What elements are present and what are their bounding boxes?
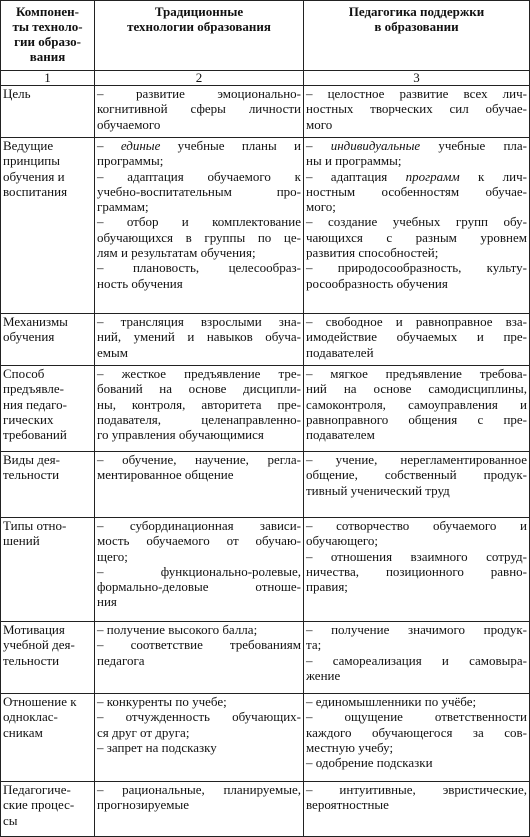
component-cell (1, 452, 95, 518)
table-row (1, 694, 530, 782)
support-cell (304, 782, 530, 837)
column-number-2: 2 (95, 71, 304, 86)
text-segment: местную учебу; (306, 739, 394, 755)
cell-line (306, 329, 527, 344)
text-segment: учебные планы и (160, 138, 302, 153)
header-line: в образовании (374, 19, 459, 34)
table-row (1, 138, 530, 314)
component-line: требований (3, 427, 67, 443)
text-segment: – мягкое предъявление требова- (306, 366, 527, 381)
cell-line (97, 725, 301, 740)
cell-line (97, 101, 301, 116)
text-segment: ны, контроля, авторитета пре- (97, 396, 301, 412)
emphasis-text: программ (405, 168, 460, 184)
text-segment: – функционально-ролевые, (97, 563, 301, 579)
component-line: учебной дея- (3, 637, 75, 653)
cell-line (97, 397, 301, 412)
cell-line (306, 230, 527, 245)
text-segment: – одобрение подсказки (306, 755, 433, 771)
text-segment: – отбор и комплектование (97, 214, 301, 230)
text-segment: общение, собственный продук- (306, 467, 527, 483)
header-components (1, 1, 95, 71)
cell-line (306, 694, 527, 709)
cell-line (306, 345, 527, 360)
text-segment: – самореализация и самовыра- (306, 652, 527, 668)
text-segment: – обучение, научение, регла- (97, 452, 301, 467)
text-segment: правия; (306, 579, 348, 595)
traditional-cell (95, 518, 304, 622)
cell-line (97, 740, 301, 755)
cell-line (306, 725, 527, 740)
component-line: Цель (3, 86, 31, 101)
cell-line (97, 366, 301, 381)
cell-line (97, 260, 301, 275)
text-segment: – свободное и равноправное вза- (306, 314, 527, 329)
text-segment: – ощущение ответственности (306, 709, 527, 725)
component-line: сы (3, 812, 18, 828)
component-line: тельности (3, 467, 60, 483)
text-segment: ний, умений и навыков обуча- (97, 329, 301, 345)
table-row (1, 86, 530, 138)
text-segment: к лич- (459, 168, 527, 184)
cell-line (306, 533, 527, 548)
traditional-cell (95, 314, 304, 366)
text-segment: обучающего; (306, 533, 379, 549)
text-segment: подавателем (306, 427, 375, 443)
cell-line (306, 668, 527, 683)
text-segment: – адаптация (306, 168, 406, 184)
component-line: обучения (3, 329, 55, 345)
component-cell (1, 518, 95, 622)
text-segment: – единомышленники по учёбе; (306, 694, 477, 709)
text-segment: формально-деловые отноше- (97, 579, 301, 595)
header-line: Компонен- (16, 4, 79, 19)
cell-line (97, 329, 301, 344)
cell-line (97, 314, 301, 329)
text-segment: подавателя, целенаправленно- (97, 411, 301, 427)
text-segment: лям и результатам обучения; (97, 245, 256, 261)
cell-line (97, 518, 301, 533)
cell-line (306, 397, 527, 412)
cell-line (97, 427, 301, 442)
cell-line (97, 381, 301, 396)
support-cell (304, 366, 530, 452)
text-segment: тивный ученический труд (306, 482, 450, 498)
cell-line (306, 153, 527, 168)
text-segment: ний на основе самодисциплины, (306, 381, 527, 397)
text-segment: ния (97, 594, 117, 610)
table-row (1, 452, 530, 518)
component-cell (1, 314, 95, 366)
traditional-cell (95, 782, 304, 837)
cell-line (306, 782, 527, 797)
cell-line (97, 138, 301, 153)
cell-line (306, 366, 527, 381)
table-row (1, 314, 530, 366)
text-segment: подавателей (306, 344, 374, 360)
text-segment: ностных творческих сил обучае- (306, 101, 527, 117)
text-segment: бований на основе дисципли- (97, 381, 301, 397)
text-segment: – запрет на подсказку (97, 739, 217, 755)
cell-line (306, 314, 527, 329)
cell-line (306, 452, 527, 467)
traditional-cell (95, 86, 304, 138)
cell-line (306, 564, 527, 579)
table-body (1, 86, 530, 837)
text-segment: обучающихся в группы по це- (97, 229, 301, 245)
component-line: шений (3, 533, 40, 549)
support-cell (304, 518, 530, 622)
component-line: принципы (3, 153, 60, 169)
text-segment: самоконтроля, самоуправления и (306, 396, 527, 412)
cell-line (97, 622, 301, 637)
component-line: Виды дея- (3, 452, 60, 467)
cell-line (306, 709, 527, 724)
text-segment: прогнозируемые (97, 797, 189, 813)
cell-line (97, 276, 301, 291)
support-cell (304, 452, 530, 518)
cell-line (97, 694, 301, 709)
cell-line (97, 653, 301, 668)
traditional-cell (95, 452, 304, 518)
text-segment: – жесткое предъявление тре- (97, 366, 301, 381)
component-line: гических (3, 411, 54, 427)
cell-line (306, 653, 527, 668)
component-line: Отношение к (3, 694, 77, 709)
text-segment: учебные пла- (420, 138, 527, 153)
component-cell (1, 694, 95, 782)
text-segment: – адаптация обучаемого к (97, 168, 301, 184)
component-cell (1, 782, 95, 837)
cell-line (306, 740, 527, 755)
cell-line (306, 579, 527, 594)
component-line: воспитания (3, 183, 68, 199)
cell-line (306, 637, 527, 652)
component-line: Способ (3, 366, 45, 381)
header-row (1, 1, 530, 71)
text-segment: – отчужденность обучающих- (97, 709, 301, 725)
cell-line (97, 86, 301, 101)
column-number-row (1, 71, 530, 86)
component-line: сникам (3, 724, 43, 740)
column-number-1: 1 (1, 71, 95, 86)
text-segment: мость обучаемого от обучаю- (97, 533, 301, 549)
header-line: вания (29, 49, 66, 64)
text-segment: – получение значимого продук- (306, 622, 527, 637)
text-segment: жение (306, 667, 341, 683)
text-segment: – интуитивные, эвристические, (306, 782, 527, 797)
text-segment: ность обучения (97, 275, 183, 291)
cell-line (97, 452, 301, 467)
cell-line (97, 245, 301, 260)
cell-line (97, 169, 301, 184)
text-segment: развития способностей; (306, 245, 439, 261)
component-line: обучения и (3, 168, 65, 184)
cell-line (97, 467, 301, 482)
cell-line (306, 86, 527, 101)
cell-line (306, 412, 527, 427)
text-segment: каждого обучающегося за сов- (306, 724, 527, 740)
cell-line (306, 518, 527, 533)
cell-line (306, 260, 527, 275)
text-segment: – (306, 138, 331, 153)
text-segment: программы; (97, 153, 164, 169)
text-segment: – сотворчество обучаемого и (306, 518, 527, 533)
table-row (1, 366, 530, 452)
text-segment: обучаемого (97, 116, 161, 132)
column-number-3: 3 (304, 71, 530, 86)
component-line: ские процес- (3, 797, 75, 813)
cell-line (97, 782, 301, 797)
cell-line (97, 709, 301, 724)
cell-line (306, 549, 527, 564)
text-segment: – создание учебных групп обу- (306, 214, 527, 230)
component-line: Ведущие (3, 138, 54, 153)
support-cell (304, 622, 530, 694)
text-segment: мого (306, 116, 333, 132)
cell-line (97, 797, 301, 812)
cell-line (97, 594, 301, 609)
component-line: Механизмы (3, 314, 68, 329)
traditional-cell (95, 622, 304, 694)
component-line: Типы отно- (3, 518, 67, 533)
cell-line (306, 427, 527, 442)
text-segment: ментированное общение (97, 467, 234, 483)
support-cell (304, 138, 530, 314)
cell-line (97, 564, 301, 579)
cell-line (306, 199, 527, 214)
text-segment: ся друг от друга; (97, 724, 190, 740)
text-segment: учебно-воспитательным про- (97, 183, 301, 199)
component-cell (1, 86, 95, 138)
emphasis-text: индивидуальные (330, 138, 421, 153)
header-line: Традиционные (154, 4, 244, 19)
text-segment: емым (97, 344, 128, 360)
text-segment: – трансляция взрослыми зна- (97, 314, 301, 329)
text-segment: щего; (97, 548, 128, 564)
text-segment: – плановость, целесообраз- (97, 260, 301, 276)
text-segment: – учение, нерегламентированное (306, 452, 527, 467)
text-segment: го управления обучающимися (97, 427, 264, 443)
text-segment: граммам; (97, 199, 149, 215)
header-traditional (95, 1, 304, 71)
cell-line (97, 533, 301, 548)
text-segment: – получение высокого балла; (97, 622, 258, 637)
component-line: одноклас- (3, 709, 58, 725)
cell-line (306, 169, 527, 184)
cell-line (306, 245, 527, 260)
cell-line (97, 117, 301, 132)
text-segment: – целостное развитие всех лич- (306, 86, 527, 101)
text-segment: – соответствие требованиям (97, 637, 301, 653)
text-segment: та; (306, 637, 322, 653)
cell-line (306, 184, 527, 199)
text-segment: ничества, позиционного равно- (306, 563, 527, 579)
text-segment: ны и программы; (306, 153, 402, 169)
text-segment: когнитивной сферы личности (97, 101, 301, 117)
cell-line (306, 214, 527, 229)
text-segment: – субординационная зависи- (97, 518, 301, 533)
traditional-cell (95, 366, 304, 452)
text-segment: ностным особенностям обучае- (306, 183, 527, 199)
text-segment: чающихся с разным уровнем (306, 229, 527, 245)
text-segment: – природосообразность, культу- (306, 260, 527, 276)
cell-line (306, 381, 527, 396)
cell-line (97, 637, 301, 652)
emphasis-text: единые (120, 138, 161, 153)
header-line: технологии образования (127, 19, 271, 34)
cell-line (97, 230, 301, 245)
header-line: гии образо- (14, 34, 81, 49)
component-cell (1, 138, 95, 314)
text-segment: – отношения взаимного сотруд- (306, 548, 527, 564)
text-segment: имодействие обучаемых и пре- (306, 329, 527, 345)
header-line: Педагогика поддержки (348, 4, 485, 19)
cell-line (306, 483, 527, 498)
cell-line (97, 345, 301, 360)
component-cell (1, 622, 95, 694)
component-line: тельности (3, 652, 60, 668)
traditional-cell (95, 138, 304, 314)
cell-line (306, 797, 527, 812)
header-line: ты техноло- (12, 19, 83, 34)
table-row (1, 518, 530, 622)
component-cell (1, 366, 95, 452)
text-segment: – развитие эмоционально- (97, 86, 301, 101)
cell-line (97, 199, 301, 214)
support-cell (304, 314, 530, 366)
support-cell (304, 694, 530, 782)
traditional-cell (95, 694, 304, 782)
text-segment: педагога (97, 652, 145, 668)
table-row (1, 782, 530, 837)
support-cell (304, 86, 530, 138)
text-segment: равноправного общения с пре- (306, 411, 527, 427)
component-line: Педагогиче- (3, 782, 71, 797)
text-segment: – (97, 138, 121, 153)
component-line: Мотивация (3, 622, 65, 637)
text-segment: – рациональные, планируемые, (97, 782, 301, 797)
text-segment: – конкуренты по учебе; (97, 694, 227, 709)
cell-line (97, 412, 301, 427)
cell-line (97, 153, 301, 168)
cell-line (306, 101, 527, 116)
text-segment: вероятностные (306, 797, 389, 813)
cell-line (97, 184, 301, 199)
component-line: ния педаго- (3, 396, 67, 412)
cell-line (306, 276, 527, 291)
cell-line (97, 549, 301, 564)
cell-line (306, 467, 527, 482)
cell-line (306, 755, 527, 770)
cell-line (97, 579, 301, 594)
table-row (1, 622, 530, 694)
cell-line (306, 117, 527, 132)
text-segment: росообразность обучения (306, 275, 448, 291)
cell-line (97, 214, 301, 229)
header-support (304, 1, 530, 71)
cell-line (306, 138, 527, 153)
cell-line (306, 622, 527, 637)
text-segment: мого; (306, 199, 336, 215)
component-line: предъявле- (3, 381, 64, 397)
